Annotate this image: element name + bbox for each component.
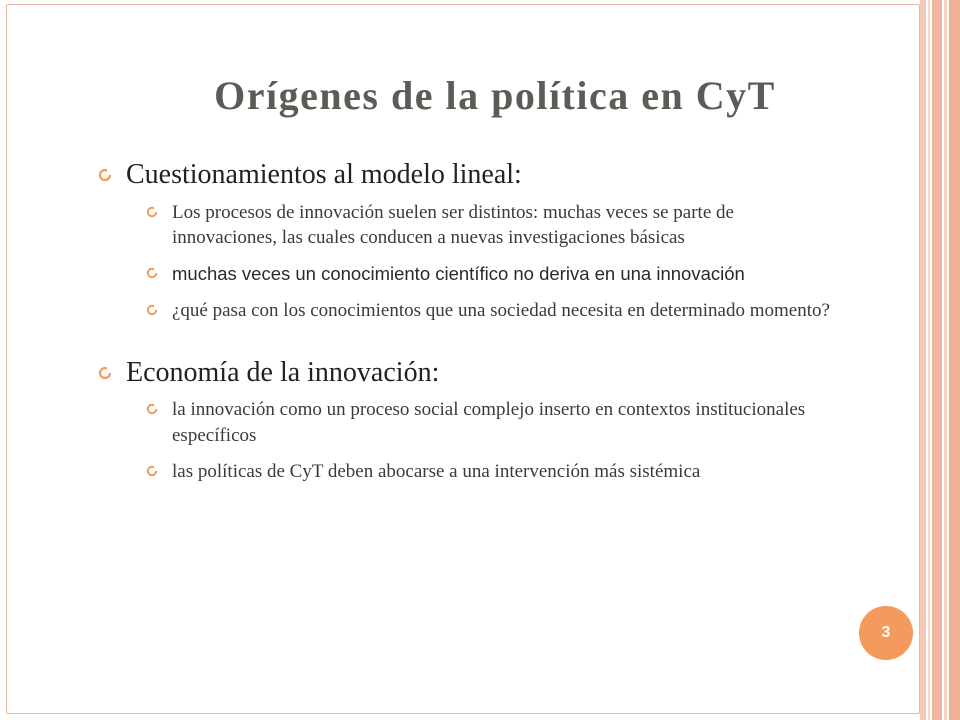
- list-item-text: muchas veces un conocimiento científico no deriva en una innovación: [172, 263, 745, 285]
- list-item: [98, 459, 838, 485]
- circle-bullet-icon: [98, 366, 112, 380]
- slide-title: Orígenes de la política en CyT: [214, 73, 776, 118]
- circle-bullet-icon: [146, 206, 158, 218]
- slide-content: [98, 158, 838, 495]
- list-item: [98, 261, 838, 288]
- section-heading: [98, 356, 838, 390]
- circle-bullet-icon: [146, 267, 158, 279]
- list-item-text: la innovación como un proceso social complejo inserto en contextos institucionales específicos: [172, 399, 806, 447]
- list-item-text: Los procesos de innovación suelen ser distintos: muchas veces se parte de innovaciones, las cuales conducen a nuevas investigaciones básicas: [172, 201, 734, 249]
- decorative-stripes: [920, 0, 960, 720]
- stripe: [944, 0, 947, 720]
- list-item: [98, 200, 838, 252]
- page-number-badge: 3: [859, 606, 913, 660]
- circle-bullet-icon: [98, 168, 112, 182]
- stripe: [949, 0, 960, 720]
- circle-bullet-icon: [146, 465, 158, 477]
- circle-bullet-icon: [146, 403, 158, 415]
- stripe: [928, 0, 930, 720]
- spacer: [98, 334, 838, 356]
- list-item-text: ¿qué pasa con los conocimientos que una sociedad necesita en determinado momento?: [172, 300, 830, 322]
- list-item-text: las políticas de CyT deben abocarse a una intervención más sistémica: [172, 461, 701, 483]
- list-item: [98, 298, 838, 324]
- section-heading-text: Economía de la innovación:: [126, 356, 440, 388]
- stripe: [932, 0, 942, 720]
- stripe: [920, 0, 926, 720]
- section-heading: [98, 158, 838, 192]
- list-item: [98, 397, 838, 449]
- section-heading-text: Cuestionamientos al modelo lineal:: [126, 159, 522, 190]
- circle-bullet-icon: [146, 304, 158, 316]
